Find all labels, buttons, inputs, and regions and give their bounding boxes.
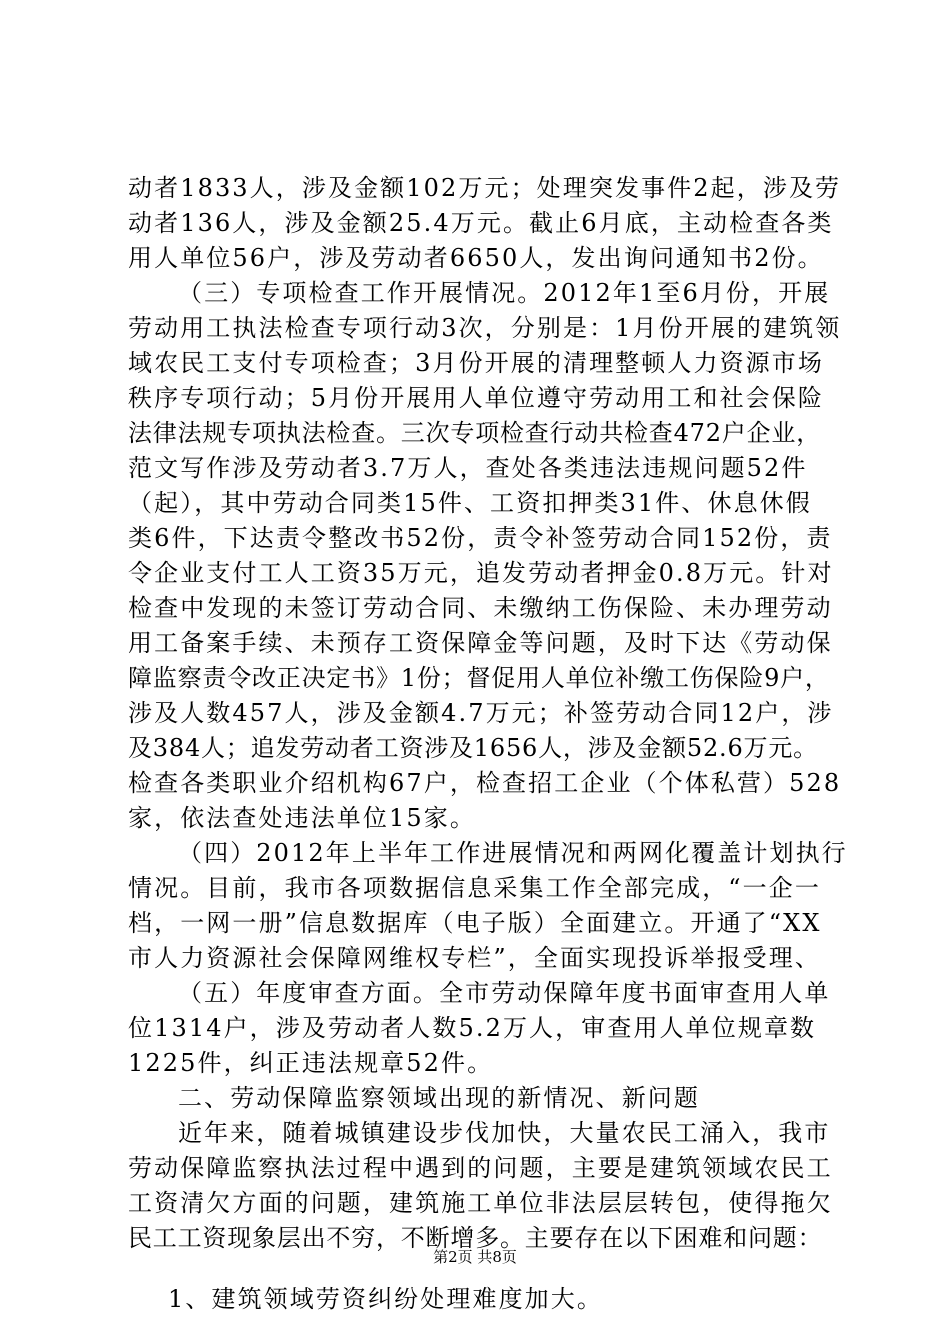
text-line: 劳动用工执法检查专项行动3次，分别是：1月份开展的建筑领 xyxy=(128,314,842,342)
subsection-heading: 1、建筑领域劳资纠纷处理难度加大。 xyxy=(168,1285,603,1313)
paragraph-heading-3: （三）专项检查工作开展情况。2012年1至6月份，开展 xyxy=(178,279,831,307)
page-number-footer: 第2页 共8页 xyxy=(433,1248,517,1266)
text-line: 情况。目前，我市各项数据信息采集工作全部完成，“一企一 xyxy=(128,874,821,902)
text-line: 类6件，下达责令整改书52份，责令补签劳动合同152份，责 xyxy=(128,524,833,552)
paragraph-heading-4: （四）2012年上半年工作进展情况和两网化覆盖计划执行 xyxy=(178,839,848,867)
text-line: 1225件，纠正违法规章52件。 xyxy=(128,1049,494,1077)
text-line: 检查各类职业介绍机构67户，检查招工企业（个体私营）528 xyxy=(128,769,842,797)
text-line: 家，依法查处违法单位15家。 xyxy=(128,804,476,832)
text-line: 用人单位56户，涉及劳动者6650人，发出询问通知书2份。 xyxy=(128,244,824,272)
text-line: 令企业支付工人工资35万元，追发劳动者押金0.8万元。针对 xyxy=(128,559,834,587)
text-line: 位1314户，涉及劳动者人数5.2万人，审查用人单位规章数 xyxy=(128,1014,817,1042)
text-line: 动者1833人，涉及金额102万元；处理突发事件2起，涉及劳 xyxy=(128,174,842,202)
text-line: 域农民工支付专项检查；3月份开展的清理整顿人力资源市场 xyxy=(128,349,824,377)
section-heading: 二、劳动保障监察领域出现的新情况、新问题 xyxy=(178,1084,700,1112)
text-line: 民工工资现象层出不穷，不断增多。主要存在以下困难和问题： xyxy=(128,1224,823,1252)
text-line: 近年来，随着城镇建设步伐加快，大量农民工涌入，我市 xyxy=(178,1119,831,1147)
text-line: 障监察责令改正决定书》1份；督促用人单位补缴工伤保险9户， xyxy=(128,664,830,692)
text-line: 及384人；追发劳动者工资涉及1656人，涉及金额52.6万元。 xyxy=(128,734,818,762)
text-line: 秩序专项行动；5月份开展用人单位遵守劳动用工和社会保险 xyxy=(128,384,824,412)
text-line: 劳动保障监察执法过程中遇到的问题，主要是建筑领域农民工 xyxy=(128,1154,833,1182)
text-line: 市人力资源社会保障网维权专栏”，全面实现投诉举报受理、 xyxy=(128,944,821,972)
text-line: 用工备案手续、未预存工资保障金等问题，及时下达《劳动保 xyxy=(128,629,833,657)
text-line: 工资清欠方面的问题，建筑施工单位非法层层转包，使得拖欠 xyxy=(128,1189,833,1217)
text-line: 范文写作涉及劳动者3.7万人，查处各类违法违规问题52件 xyxy=(128,454,808,482)
text-line: （起），其中劳动合同类15件、工资扣押类31件、休息休假 xyxy=(128,489,812,517)
text-line: 检查中发现的未签订劳动合同、未缴纳工伤保险、未办理劳动 xyxy=(128,594,833,622)
text-line: 动者136人，涉及金额25.4万元。截止6月底，主动检查各类 xyxy=(128,209,834,237)
paragraph-heading-5: （五）年度审查方面。全市劳动保障年度书面审查用人单 xyxy=(178,979,831,1007)
text-line: 档，一网一册”信息数据库（电子版）全面建立。开通了“XX xyxy=(128,909,822,937)
text-line: 涉及人数457人，涉及金额4.7万元；补签劳动合同12户，涉 xyxy=(128,699,834,727)
text-line: 法律法规专项执法检查。三次专项检查行动共检查472户企业， xyxy=(128,419,822,447)
